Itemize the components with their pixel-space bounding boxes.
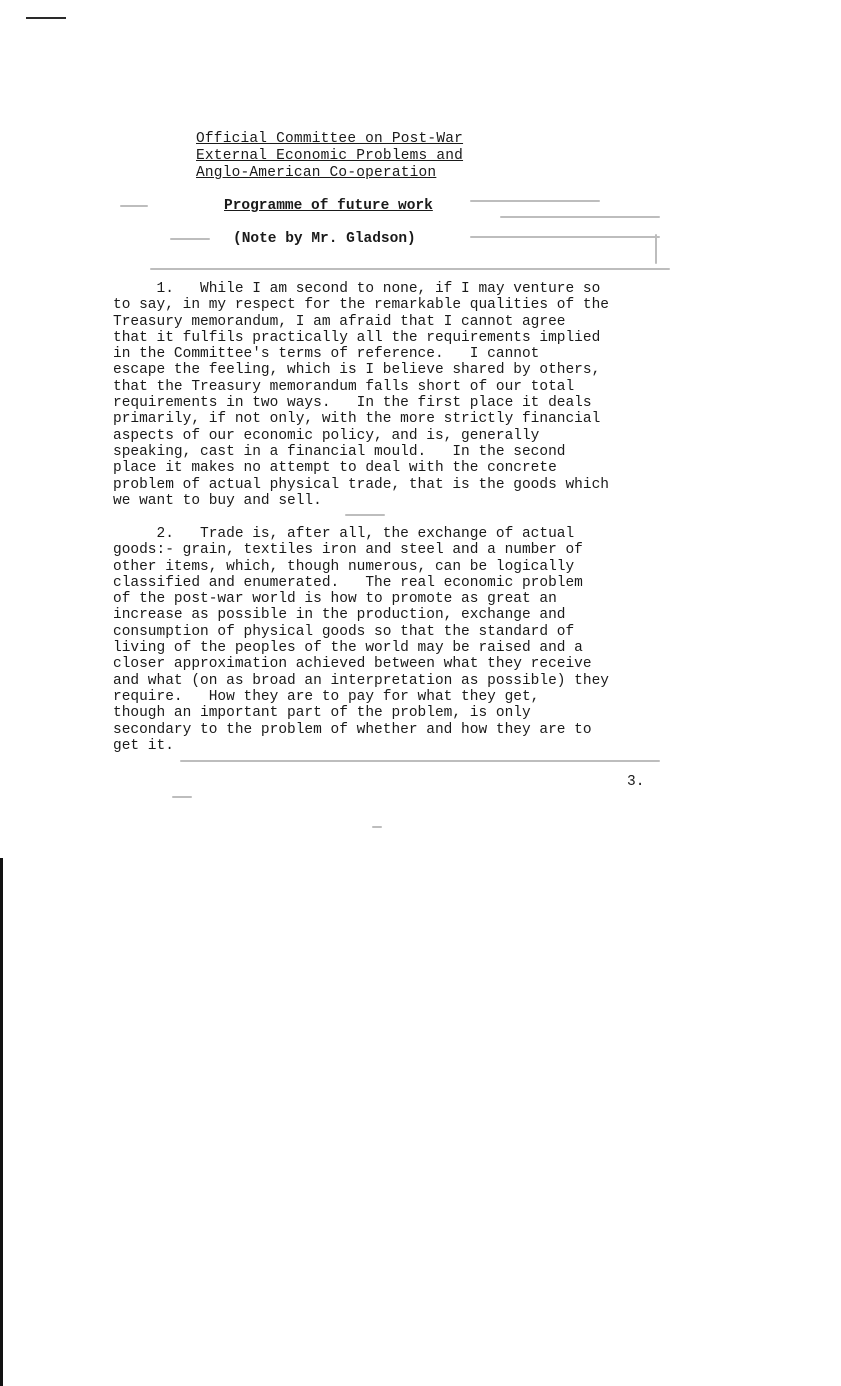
text-line: aspects of our economic policy, and is, generally: [113, 427, 540, 444]
text-line: that it fulfils practically all the requirements implied: [113, 329, 601, 346]
text-line: we want to buy and sell.: [113, 492, 322, 509]
scan-speck: [150, 268, 670, 270]
text-line: in the Committee's terms of reference. I cannot: [113, 346, 540, 363]
text-line: 2. Trade is, after all, the exchange of actual: [113, 526, 575, 542]
text-line: to say, in my respect for the remarkable qualities of the: [113, 297, 609, 314]
text-line: 1. While I am second to none, if I may venture so: [113, 281, 601, 297]
text-line: though an important part of the problem, is only: [113, 705, 531, 722]
text-line: and what (on as broad an interpretation as possible) they: [113, 672, 609, 689]
scan-speck: [180, 760, 660, 762]
text-line: goods:- grain, textiles iron and steel and a number of: [113, 542, 583, 559]
committee-heading: [196, 131, 516, 182]
text-line: escape the feeling, which is I believe shared by others,: [113, 362, 601, 379]
text-line: require. How they are to pay for what they get,: [113, 688, 540, 705]
scan-speck: [120, 205, 148, 207]
text-line: speaking, cast in a financial mould. In the second: [113, 443, 566, 460]
paragraph-2: [113, 526, 683, 754]
paragraph-1: [113, 281, 683, 509]
left-edge-rule: [0, 858, 3, 1386]
scan-speck: [470, 200, 600, 202]
text-line: classified and enumerated. The real economic problem: [113, 574, 583, 591]
heading-line: External Economic Problems and: [196, 148, 464, 164]
text-line: secondary to the problem of whether and how they are to: [113, 721, 592, 738]
text-line: consumption of physical goods so that the standard of: [113, 623, 575, 640]
text-line: problem of actual physical trade, that is the goods which: [113, 476, 609, 493]
text-line: get it.: [113, 737, 174, 754]
corner-scan-mark: [26, 17, 66, 19]
text-line: closer approximation achieved between what they receive: [113, 656, 592, 673]
heading-line: Anglo-American Co-operation: [196, 165, 437, 181]
text-line: place it makes no attempt to deal with the concrete: [113, 460, 557, 477]
text-line: increase as possible in the production, exchange and: [113, 607, 566, 624]
heading-line: Official Committee on Post-War: [196, 131, 464, 147]
text-line: primarily, if not only, with the more strictly financial: [113, 411, 601, 428]
scan-speck: [500, 216, 660, 218]
page-number: 3.: [627, 774, 645, 790]
text-line: Treasury memorandum, I am afraid that I cannot agree: [113, 313, 566, 330]
document-subject: Programme of future work: [224, 198, 433, 214]
text-line: living of the peoples of the world may be raised and a: [113, 640, 583, 657]
scan-speck: [172, 796, 192, 798]
scan-speck: [170, 238, 210, 240]
scan-speck: [655, 234, 657, 264]
text-line: requirements in two ways. In the first place it deals: [113, 395, 592, 412]
text-line: that the Treasury memorandum falls short of our total: [113, 378, 575, 395]
text-line: other items, which, though numerous, can be logically: [113, 558, 575, 575]
scan-speck: [470, 236, 660, 238]
scan-speck: [372, 826, 382, 828]
author-note: (Note by Mr. Gladson): [233, 231, 416, 247]
text-line: of the post-war world is how to promote as great an: [113, 591, 557, 608]
scan-speck: [345, 514, 385, 516]
